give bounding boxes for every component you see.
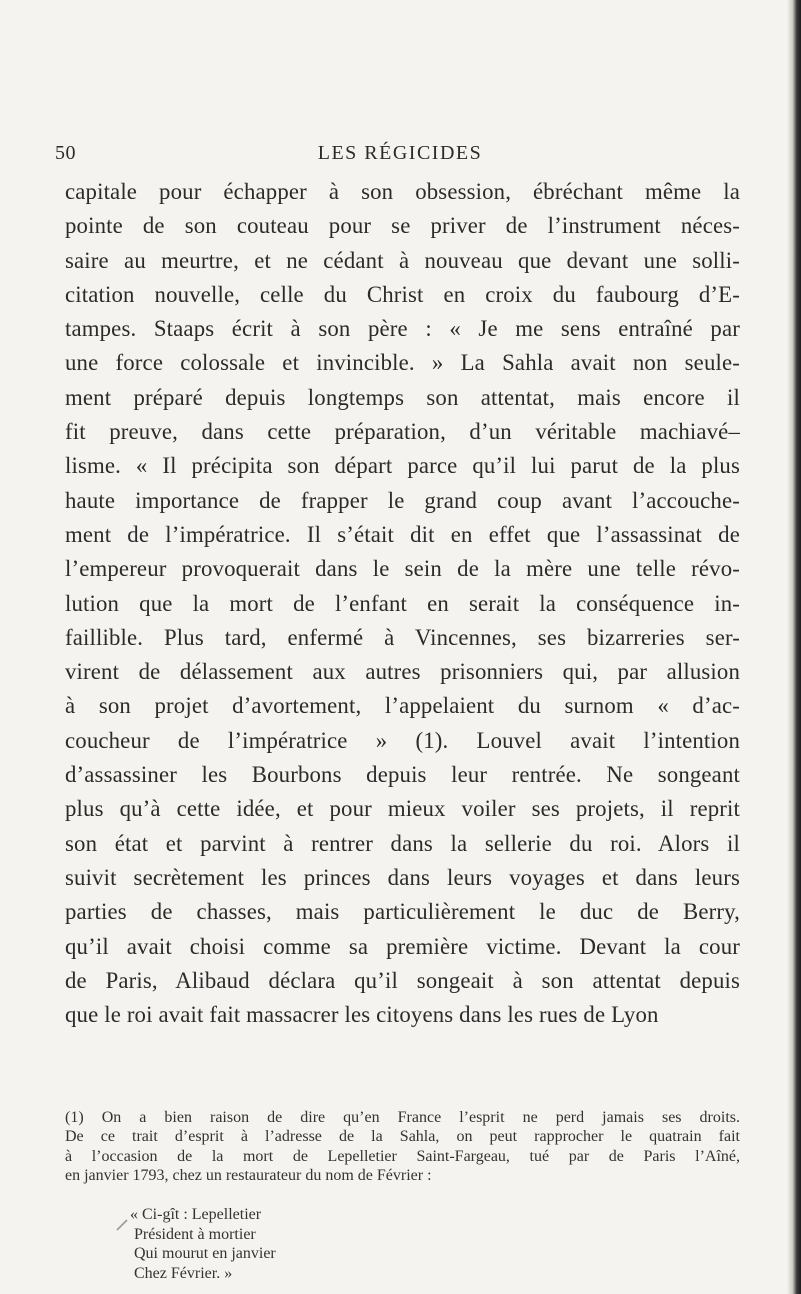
body-line: capitale pour échapper à son obsession, ébréchant même la bbox=[65, 179, 740, 204]
footnote-line: (1) On a bien raison de dire qu’en France l’esprit ne perd jamais ses droits. bbox=[65, 1109, 740, 1126]
body-line: pointe de son couteau pour se priver de l’instrument néces- bbox=[65, 213, 740, 239]
footnote-epitaph bbox=[130, 1205, 430, 1283]
page-edge-shadow bbox=[787, 0, 801, 1294]
running-title: LES RÉGICIDES bbox=[317, 142, 483, 164]
body-line: lisme. « Il précipita son départ parce qu’il lui parut de la plus bbox=[65, 453, 740, 479]
body-line: que le roi avait fait massacrer les citoyens dans les rues de Lyon bbox=[65, 1002, 659, 1028]
pencil-mark-icon bbox=[115, 1218, 129, 1232]
body-line: saire au meurtre, et ne cédant à nouveau que devant une solli- bbox=[65, 247, 740, 273]
body-line: à son projet d’avortement, l’appelaient du surnom « d’ac- bbox=[65, 693, 740, 719]
body-line: haute importance de frapper le grand coup avant l’accouche- bbox=[65, 487, 740, 513]
body-line: fit preuve, dans cette préparation, d’un véritable machiavé– bbox=[65, 419, 740, 445]
body-line: ment de l’impératrice. Il s’était dit en effet que l’assassinat de bbox=[65, 521, 740, 547]
footnote-line: à l’occasion de la mort de Lepelletier Saint-Fargeau, tué par de Paris l’Aîné, bbox=[65, 1147, 740, 1165]
body-line: son état et parvint à rentrer dans la sellerie du roi. Alors il bbox=[65, 830, 740, 856]
epitaph-line: Chez Février. » bbox=[134, 1264, 233, 1282]
page-number: 50 bbox=[55, 142, 76, 164]
body-line: l’empereur provoquerait dans le sein de la mère une telle révo- bbox=[65, 556, 740, 582]
body-line: virent de délassement aux autres prisonniers qui, par allusion bbox=[65, 659, 740, 685]
body-line: parties de chasses, mais particulièrement le duc de Berry, bbox=[65, 899, 740, 925]
body-line: de Paris, Alibaud déclara qu’il songeait à son attentat depuis bbox=[65, 967, 740, 993]
epitaph-line: « Ci-gît : Lepelletier bbox=[130, 1206, 262, 1223]
body-line: qu’il avait choisi comme sa première victime. Devant la cour bbox=[65, 933, 740, 959]
body-line: suivit secrètement les princes dans leurs voyages et dans leurs bbox=[65, 864, 740, 890]
footnote bbox=[65, 1108, 740, 1185]
running-head bbox=[55, 142, 745, 166]
body-line: citation nouvelle, celle du Christ en croix du faubourg d’E- bbox=[65, 281, 740, 307]
body-paragraph bbox=[65, 175, 740, 1032]
footnote-line: en janvier 1793, chez un restaurateur du nom de Février : bbox=[65, 1166, 432, 1184]
body-line: ment préparé depuis longtemps son attentat, mais encore il bbox=[65, 384, 740, 410]
body-line: une force colossale et invincible. » La Sahla avait non seule- bbox=[65, 350, 740, 376]
body-line: lution que la mort de l’enfant en serait la conséquence in- bbox=[65, 590, 740, 616]
epitaph-line: Qui mourut en janvier bbox=[134, 1245, 276, 1262]
epitaph-line: Président à mortier bbox=[134, 1225, 256, 1243]
body-line: coucheur de l’impératrice » (1). Louvel avait l’intention bbox=[65, 727, 740, 753]
body-line: tampes. Staaps écrit à son père : « Je me sens entraîné par bbox=[65, 316, 740, 342]
body-line: plus qu’à cette idée, et pour mieux voiler ses projets, il reprit bbox=[65, 796, 740, 822]
body-line: faillible. Plus tard, enfermé à Vincennes, ses bizarreries ser- bbox=[65, 624, 740, 650]
body-line: d’assassiner les Bourbons depuis leur rentrée. Ne songeant bbox=[65, 762, 740, 788]
footnote-line: De ce trait d’esprit à l’adresse de la Sahla, on peut rapprocher le quatrain fait bbox=[65, 1128, 740, 1146]
